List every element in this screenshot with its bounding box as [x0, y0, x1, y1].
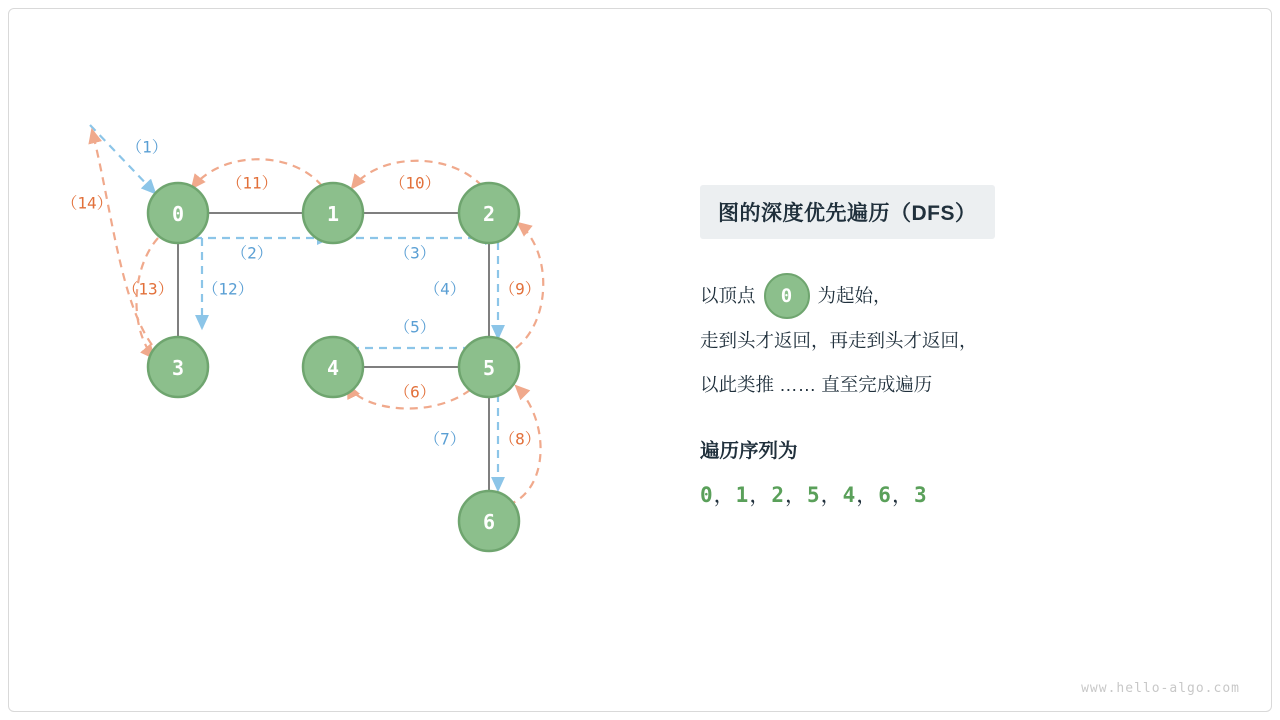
graph-node-2[interactable] [459, 183, 519, 243]
step-label-6: （6） [394, 382, 436, 402]
step-label-1: （1） [126, 137, 168, 157]
sequence-item-5: 6 [878, 483, 892, 507]
step-label-8: （8） [499, 429, 541, 449]
graph-node-1[interactable] [303, 183, 363, 243]
step-label-3: （3） [394, 243, 436, 263]
step-label-14: （14） [61, 193, 113, 213]
description-line-2: 走到头才返回，再走到头才返回， [700, 330, 978, 351]
step-labels [61, 138, 540, 449]
step-label-4: （4） [424, 279, 466, 299]
graph-node-0[interactable] [148, 183, 208, 243]
step-label-9: （9） [499, 279, 541, 299]
sequence-title: 遍历序列为 [700, 440, 798, 462]
step-1-arrow [90, 125, 155, 193]
sequence-item-2: 2 [771, 483, 785, 507]
step-label-5: （5） [394, 317, 436, 337]
graph-node-4-label: 4 [326, 356, 340, 380]
description-suffix: 为起始， [817, 285, 892, 306]
sequence-sep-0: ， [713, 483, 736, 507]
step-label-10: （10） [389, 173, 441, 193]
sequence-sep-3: ， [820, 483, 843, 507]
panel-description [700, 273, 1220, 407]
graph-nodes [148, 183, 519, 551]
panel-title: 图的深度优先遍历（DFS） [700, 185, 995, 239]
step-label-2: （2） [231, 243, 273, 263]
sequence-item-4: 4 [842, 483, 857, 507]
graph-node-2-label: 2 [482, 202, 496, 226]
graph-node-3-label: 3 [171, 356, 185, 380]
graph-node-1-label: 1 [326, 202, 340, 226]
dfs-graph-diagram [30, 90, 650, 610]
sequence-sep-1: ， [749, 483, 772, 507]
graph-node-5-label: 5 [482, 356, 496, 380]
graph-svg [30, 90, 650, 610]
sequence-item-6: 3 [913, 483, 928, 507]
graph-node-6-label: 6 [482, 510, 496, 534]
explanation-panel [700, 185, 1220, 509]
step-label-12: （12） [202, 279, 254, 299]
watermark: www.hello-algo.com [1081, 681, 1240, 696]
graph-node-0-label: 0 [171, 202, 185, 226]
sequence-item-0: 0 [700, 483, 714, 507]
sequence-item-1: 1 [735, 483, 750, 507]
sequence-item-3: 5 [806, 483, 821, 507]
sequence-sep-4: ， [856, 483, 879, 507]
step-label-13: （13） [122, 279, 174, 299]
step-14-arrow [92, 130, 152, 345]
description-line-1 [700, 273, 1220, 319]
sequence-sep-5: ， [891, 483, 914, 507]
start-node-badge: 0 [764, 273, 810, 319]
sequence-values [700, 479, 1220, 509]
step-label-11: （11） [226, 173, 278, 193]
graph-node-4[interactable] [303, 337, 363, 397]
sequence-sep-2: ， [784, 483, 807, 507]
graph-node-3[interactable] [148, 337, 208, 397]
description-line-3: 以此类推 …… 直至完成遍历 [700, 374, 933, 395]
step-label-7: （7） [424, 429, 466, 449]
graph-node-6[interactable] [459, 491, 519, 551]
graph-node-5[interactable] [459, 337, 519, 397]
description-prefix: 以顶点 [700, 285, 756, 306]
